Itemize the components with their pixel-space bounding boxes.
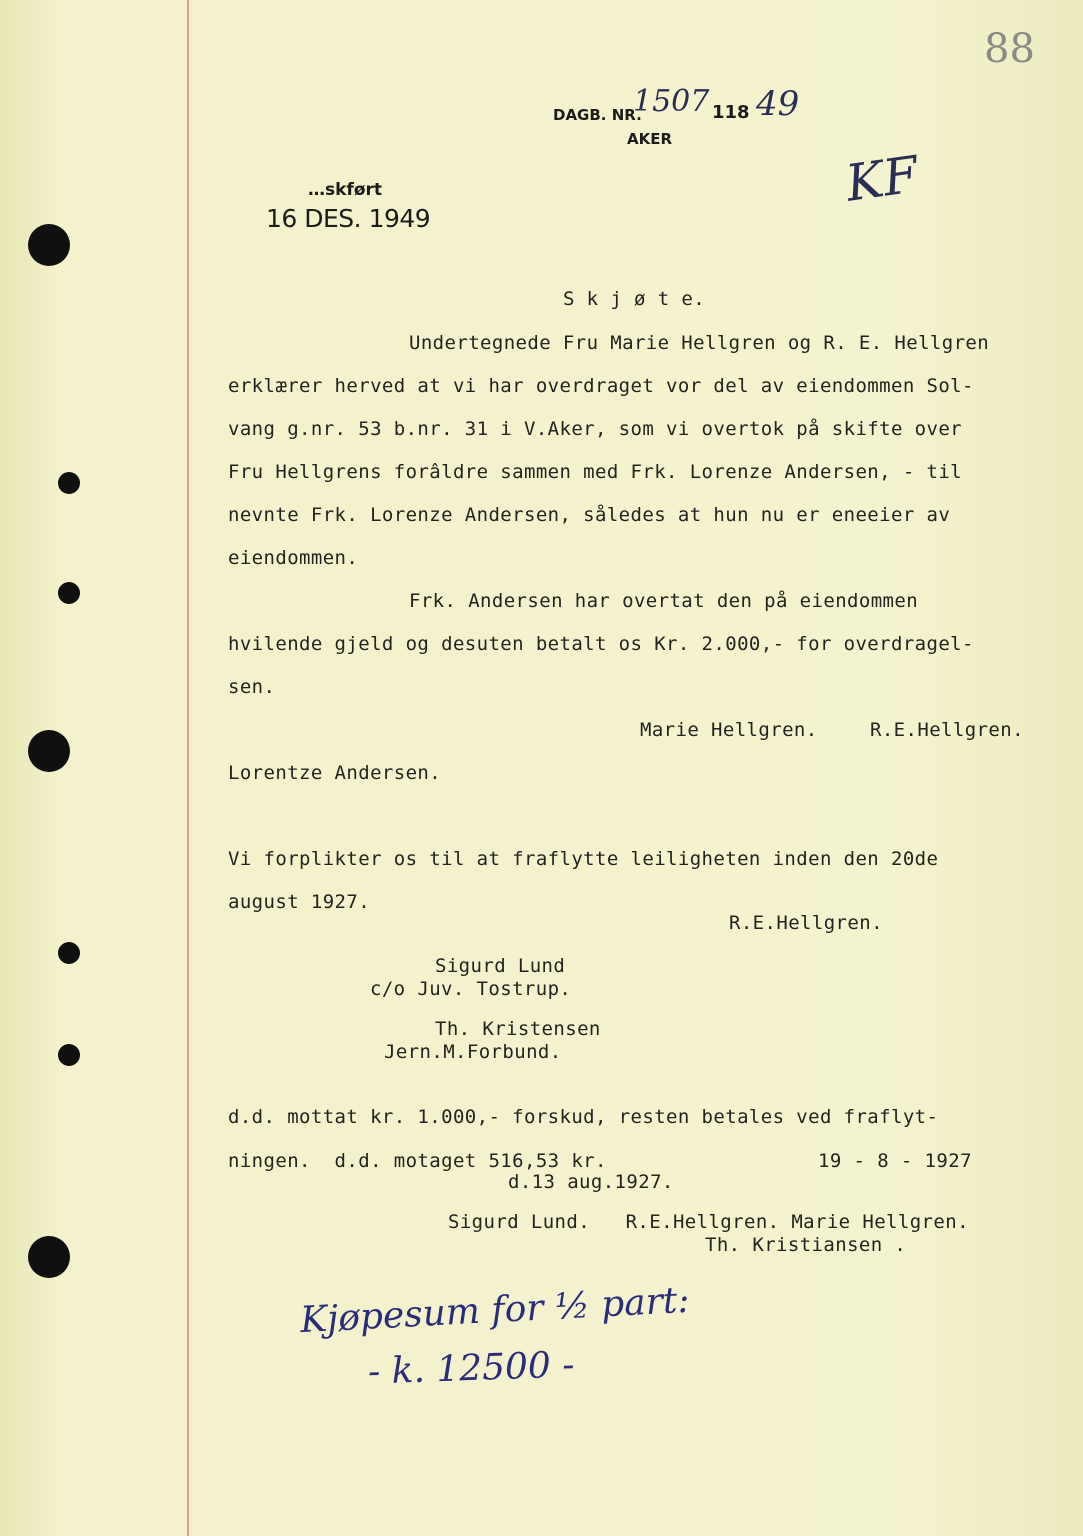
- date-stamp: 16 DES. 1949: [266, 204, 431, 233]
- document-title: S k j ø t e.: [563, 288, 706, 310]
- binder-hole: [58, 472, 80, 494]
- final-signatures: Sigurd Lund. R.E.Hellgren. Marie Hellgren.: [448, 1211, 969, 1233]
- text-line: Frk. Andersen har overtat den på eiendommen: [409, 590, 919, 612]
- binder-hole: [58, 942, 80, 964]
- text-line: erklærer herved at vi har overdraget vor del av eiendommen Sol-: [228, 375, 974, 397]
- text-line: Fru Hellgrens forâldre sammen med Frk. Lorenze Andersen, - til: [228, 461, 963, 483]
- final-signatures: Th. Kristiansen .: [705, 1234, 907, 1256]
- text-line: d.d. mottat kr. 1.000,- forskud, resten betales ved fraflyt-: [228, 1106, 939, 1128]
- handwritten-note: - k. 12500 -: [367, 1344, 576, 1393]
- dagb-label: DAGB. NR.: [553, 106, 642, 124]
- page-number: 88: [984, 26, 1035, 72]
- witness-org: c/o Juv. Tostrup.: [370, 978, 572, 1000]
- text-line: sen.: [228, 676, 276, 698]
- text-line: vang g.nr. 53 b.nr. 31 i V.Aker, som vi overtok på skifte over: [228, 418, 963, 440]
- dagb-suffix: 118: [712, 102, 750, 123]
- date-stamp-label: …skført: [308, 180, 383, 200]
- witness-name: Sigurd Lund: [435, 955, 566, 977]
- witness-org: Jern.M.Forbund.: [384, 1041, 562, 1063]
- signature-marie: Marie Hellgren.: [640, 719, 818, 741]
- text-line: Vi forplikter os til at fraflytte leiligheten inden den 20de: [228, 848, 939, 870]
- date-line: 19 - 8 - 1927: [818, 1150, 972, 1172]
- signature-hellgren: R.E.Hellgren.: [870, 719, 1024, 741]
- margin-line: [187, 0, 189, 1536]
- text-line: august 1927.: [228, 891, 371, 913]
- text-line: eiendommen.: [228, 547, 359, 569]
- aker-label: AKER: [627, 130, 673, 148]
- text-line: nevnte Frk. Lorenze Andersen, således at hun nu er eneeier av: [228, 504, 951, 526]
- date-line: d.13 aug.1927.: [508, 1171, 674, 1193]
- text-line: ningen. d.d. motaget 516,53 kr.: [228, 1150, 607, 1172]
- binder-hole: [28, 730, 70, 772]
- binder-hole: [28, 1236, 70, 1278]
- dagb-year: 49: [756, 84, 800, 124]
- dagb-number: 1507: [633, 84, 710, 119]
- witness-name: Th. Kristensen: [435, 1018, 601, 1040]
- binder-hole: [58, 1044, 80, 1066]
- signature-lorentze: Lorentze Andersen.: [228, 762, 442, 784]
- initials-handwritten: KF: [842, 145, 922, 213]
- binder-hole: [58, 582, 80, 604]
- signature-hellgren-2: R.E.Hellgren.: [729, 912, 883, 934]
- handwritten-note: Kjøpesum for ½ part:: [299, 1279, 691, 1342]
- text-line: Undertegnede Fru Marie Hellgren og R. E. Hellgren: [409, 332, 990, 354]
- binder-hole: [28, 224, 70, 266]
- text-line: hvilende gjeld og desuten betalt os Kr. 2.000,- for overdragel-: [228, 633, 974, 655]
